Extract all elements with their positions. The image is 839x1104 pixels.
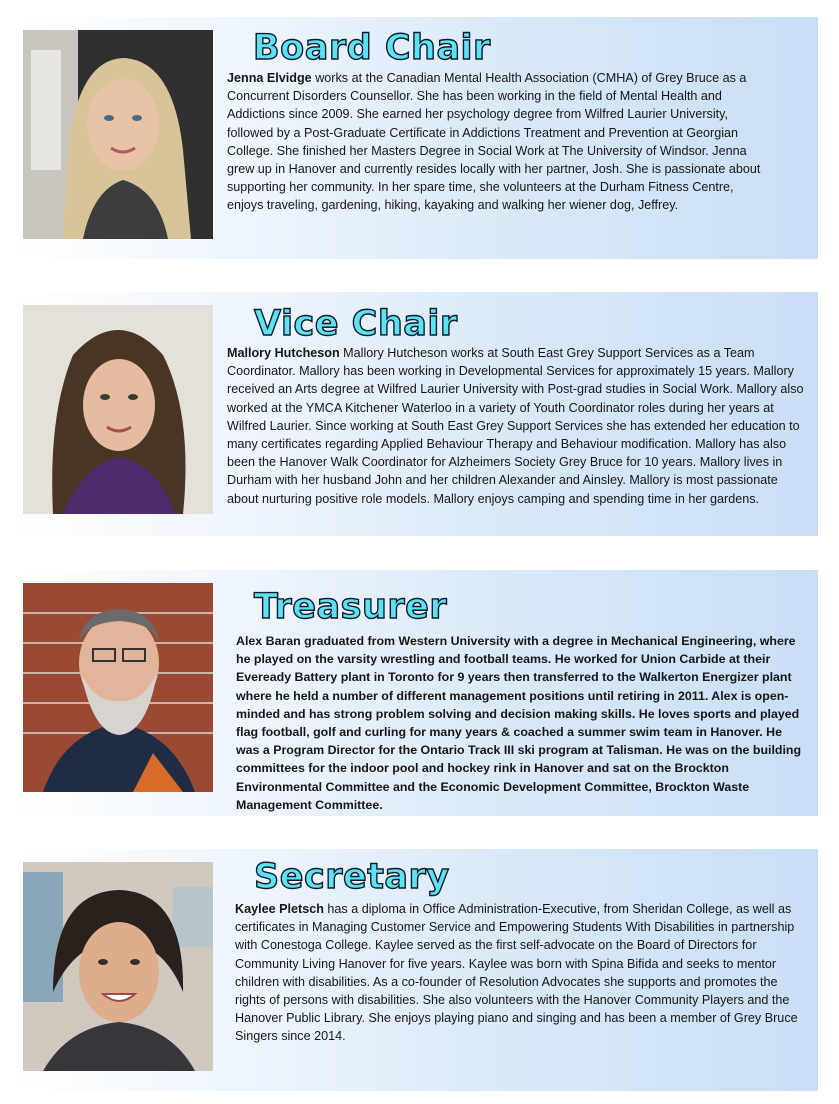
vice-chair-name: Mallory Hutcheson (227, 346, 340, 360)
vice-chair-bio (227, 344, 810, 508)
treasurer-title: Treasurer (254, 587, 448, 627)
secretary-name: Kaylee Pletsch (235, 902, 324, 916)
vice-chair-photo (23, 305, 213, 514)
board-chair-photo (23, 30, 213, 239)
vice-chair-title: Vice Chair (254, 304, 458, 344)
secretary-photo (23, 862, 213, 1071)
board-chair-bio-text: works at the Canadian Mental Health Association (CMHA) of Grey Bruce as a Concurrent Disorders Counsellor. She has been working in the field of Mental Health and Addictions since 2009. She earned her psychology degree from Wilfred Laurier University, followed by a Post-Graduate Certificate in Addictions Treatment and Prevention at Georgian College. She finished her Masters Degree in Social Work at The University of Windsor. Jenna grew up in Hanover and currently resides locally with her partner, Josh. She is passionate about supporting her community. In her spare time, she volunteers at the Durham Fitness Centre, enjoys traveling, gardening, hiking, kayaking and walking her wiener dog, Jeffrey. (227, 71, 761, 213)
secretary-title: Secretary (254, 857, 450, 897)
secretary-card (10, 849, 818, 1091)
board-chair-bio (227, 69, 765, 215)
board-chair-card (10, 17, 818, 259)
vice-chair-bio-text: Mallory Hutcheson works at South East Grey Support Services as a Team Coordinator. Mallory has been working in Developmental Services for approximately 15 years. Mallory received an Arts degree at Wilfred Laurier University with Post-grad studies in Social Work. Mallory also worked at the YMCA Kitchener Waterloo in a variety of Youth Coordinator roles during her years at Wilfred Laurier. Since working at South East Grey Support Services she has extended her education to many certificates regarding Applied Behaviour Therapy and Behaviour modification. Mallory has also been the Hanover Walk Coordinator for Alzheimers Society Grey Bruce for 10 years. Mallory lives in Durham with her husband John and her children Alexander and Ainsley. Mallory is most passionate about nurturing positive role models. Mallory enjoys camping and spending time in her gardens. (227, 346, 804, 506)
secretary-bio-text: has a diploma in Office Administration-Executive, from Sheridan College, as well as certificates in Managing Customer Service and Empowering Students With Disabilities in partnership with Conestoga College. Kaylee served as the first self-advocate on the Board of Directors for Community Living Hanover for five years. Kaylee was born with Spina Bifida and seeks to mentor children with disabilities. As a co-founder of Resolution Advocates she supports and promotes the rights of persons with disabilities. She also volunteers with the Hanover Community Players and the Hanover Public Library. She enjoys playing piano and singing and has been a member of Grey Bruce Singers since 2014. (235, 902, 798, 1044)
secretary-bio (235, 900, 810, 1046)
board-chair-title: Board Chair (253, 28, 491, 68)
treasurer-photo (23, 583, 213, 792)
treasurer-card (10, 570, 818, 816)
treasurer-bio: Alex Baran graduated from Western University with a degree in Mechanical Engineering, where he played on the varsity wrestling and football teams. He worked for Union Carbide at their Eveready Battery plant in Toronto for 9 years then transferred to the Walkerton Energizer plant where he held a number of different management positions until retiring in 2011. Alex is open- minded and has strong problem solving and decision making skills. He loves sports and played flag football, golf and curling for many years & coached a summer swim team in Hanover. He was a Program Director for the Ontario Track III ski program at Talisman. He was on the building committees for the indoor pool and hockey rink in Hanover and sat on the Brockton Environmental Committee and the Economic Development Committee, Brockton Waste Management Committee. (236, 634, 802, 812)
board-chair-name: Jenna Elvidge (227, 71, 312, 85)
vice-chair-card (10, 292, 818, 536)
